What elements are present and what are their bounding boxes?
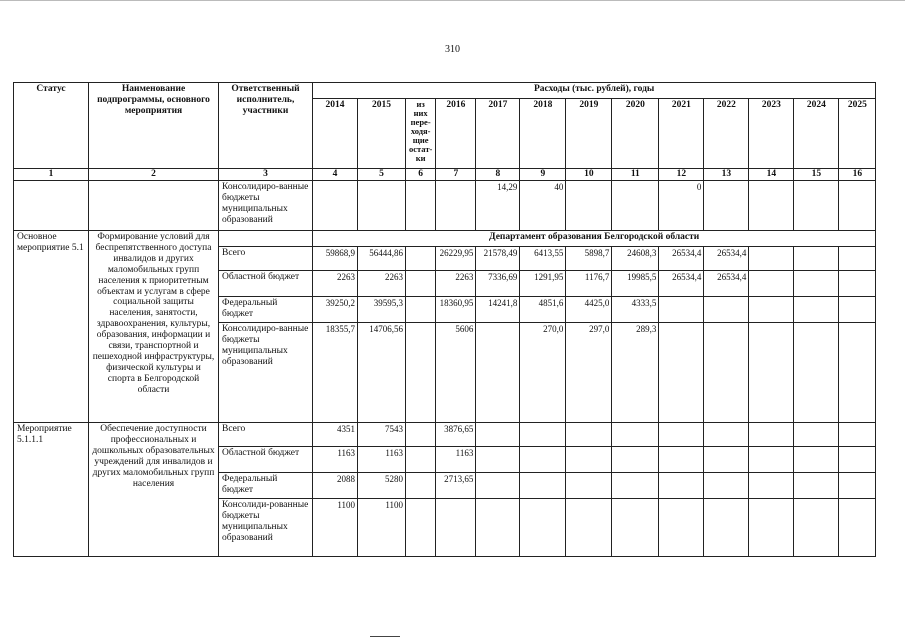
- column-index: 10: [566, 169, 612, 181]
- header-year: 2017: [476, 99, 520, 169]
- value-cell: 26229,95: [436, 246, 476, 270]
- column-index: 13: [704, 169, 749, 181]
- value-cell: [406, 296, 436, 322]
- value-cell: [749, 498, 794, 556]
- value-cell: [406, 270, 436, 296]
- value-cell: 0: [659, 180, 704, 230]
- value-cell: 1291,95: [520, 270, 566, 296]
- header-year: 2014: [313, 99, 358, 169]
- value-cell: [520, 472, 566, 498]
- value-cell: [406, 246, 436, 270]
- value-cell: [749, 472, 794, 498]
- value-cell: [794, 472, 839, 498]
- value-cell: [659, 446, 704, 472]
- value-cell: [749, 246, 794, 270]
- value-cell: 7336,69: [476, 270, 520, 296]
- value-cell: 2263: [313, 270, 358, 296]
- value-cell: [794, 498, 839, 556]
- page-number: 310: [445, 44, 460, 55]
- value-cell: 26534,4: [659, 246, 704, 270]
- value-cell: [406, 498, 436, 556]
- value-cell: [749, 446, 794, 472]
- value-cell: 39250,2: [313, 296, 358, 322]
- value-cell: [659, 422, 704, 446]
- row-label: Консолиди-рованные бюджеты муниципальных образований: [219, 498, 313, 556]
- table-row: [14, 180, 876, 230]
- value-cell: [659, 322, 704, 422]
- value-cell: 2088: [313, 472, 358, 498]
- block-name: Формирование условий для беспрепятственного доступа инвалидов и других маломобильных групп населения к приоритетным объектам и услугам в сфере социальной защиты населения, занятости, здравоохранения, культуры, образования, информации и связи, транспортной и пешеходной инфраструктуры, физической культуры и спорта в Белгородской области: [89, 230, 219, 422]
- header-name: Наименование подпрограммы, основного мероприятия: [89, 83, 219, 169]
- value-cell: 4351: [313, 422, 358, 446]
- value-cell: 2713,65: [436, 472, 476, 498]
- value-cell: [520, 422, 566, 446]
- value-cell: 2263: [358, 270, 406, 296]
- value-cell: 26534,4: [704, 270, 749, 296]
- value-cell: [839, 472, 876, 498]
- value-cell: [659, 498, 704, 556]
- column-index-row: [14, 169, 876, 181]
- column-index: 15: [794, 169, 839, 181]
- block-name: Обеспечение доступности профессиональных и дошкольных образовательных учреждений для инвалидов и других маломобильных групп населения: [89, 422, 219, 556]
- value-cell: [839, 246, 876, 270]
- value-cell: 18355,7: [313, 322, 358, 422]
- block-status: Мероприятие 5.1.1.1: [14, 422, 89, 556]
- value-cell: 1163: [358, 446, 406, 472]
- header-year: 2025: [839, 99, 876, 169]
- value-cell: [659, 296, 704, 322]
- value-cell: [794, 270, 839, 296]
- row-label: Федеральный бюджет: [219, 472, 313, 498]
- value-cell: [839, 422, 876, 446]
- header-year: 2020: [612, 99, 659, 169]
- column-index: 8: [476, 169, 520, 181]
- value-cell: 14706,56: [358, 322, 406, 422]
- value-cell: 14241,8: [476, 296, 520, 322]
- value-cell: [520, 498, 566, 556]
- value-cell: [612, 498, 659, 556]
- value-cell: [566, 422, 612, 446]
- column-index: 12: [659, 169, 704, 181]
- value-cell: [839, 296, 876, 322]
- value-cell: [406, 422, 436, 446]
- value-cell: [476, 446, 520, 472]
- value-cell: 19985,5: [612, 270, 659, 296]
- header-year: 2024: [794, 99, 839, 169]
- value-cell: 1163: [436, 446, 476, 472]
- value-cell: [476, 472, 520, 498]
- header-year: 2016: [436, 99, 476, 169]
- value-cell: [794, 422, 839, 446]
- value-cell: [794, 446, 839, 472]
- value-cell: [839, 446, 876, 472]
- header-year: 2023: [749, 99, 794, 169]
- value-cell: 21578,49: [476, 246, 520, 270]
- header-year: 2018: [520, 99, 566, 169]
- row-label: Областной бюджет: [219, 446, 313, 472]
- column-index: 7: [436, 169, 476, 181]
- value-cell: 14,29: [476, 180, 520, 230]
- value-cell: 4851,6: [520, 296, 566, 322]
- expenses-table: [13, 82, 876, 557]
- value-cell: [839, 498, 876, 556]
- value-cell: [476, 422, 520, 446]
- column-index: 5: [358, 169, 406, 181]
- column-index: 2: [89, 169, 219, 181]
- value-cell: 26534,4: [704, 246, 749, 270]
- value-cell: 40: [520, 180, 566, 230]
- department-row: [14, 230, 876, 246]
- column-index: 11: [612, 169, 659, 181]
- value-cell: [406, 472, 436, 498]
- value-cell: [794, 246, 839, 270]
- value-cell: [436, 180, 476, 230]
- value-cell: [566, 472, 612, 498]
- value-cell: [612, 446, 659, 472]
- value-cell: [566, 446, 612, 472]
- value-cell: [358, 180, 406, 230]
- value-cell: 1100: [313, 498, 358, 556]
- row-label: Консолидиро-ванные бюджеты муниципальных образований: [219, 180, 313, 230]
- value-cell: 59868,9: [313, 246, 358, 270]
- header-year: 2021: [659, 99, 704, 169]
- column-index: 3: [219, 169, 313, 181]
- value-cell: [406, 446, 436, 472]
- value-cell: [406, 180, 436, 230]
- value-cell: [436, 498, 476, 556]
- value-cell: 24608,3: [612, 246, 659, 270]
- value-cell: 297,0: [566, 322, 612, 422]
- value-cell: [794, 296, 839, 322]
- value-cell: 1100: [358, 498, 406, 556]
- scan-top-edge: [0, 0, 905, 1]
- value-cell: 26534,4: [659, 270, 704, 296]
- column-index: 16: [839, 169, 876, 181]
- row-label: Федеральный бюджет: [219, 296, 313, 322]
- value-cell: [839, 180, 876, 230]
- value-cell: [520, 446, 566, 472]
- value-cell: [794, 322, 839, 422]
- value-cell: 270,0: [520, 322, 566, 422]
- row-label: Консолидиро-ванные бюджеты муниципальных образований: [219, 322, 313, 422]
- value-cell: [749, 422, 794, 446]
- value-cell: 4333,5: [612, 296, 659, 322]
- header-year: 2015: [358, 99, 406, 169]
- value-cell: [704, 446, 749, 472]
- value-cell: [704, 322, 749, 422]
- value-cell: [566, 498, 612, 556]
- header-year: из них пере-ходя-щие остат-ки: [406, 99, 436, 169]
- value-cell: 1176,7: [566, 270, 612, 296]
- value-cell: [704, 180, 749, 230]
- value-cell: 18360,95: [436, 296, 476, 322]
- value-cell: [612, 180, 659, 230]
- value-cell: 7543: [358, 422, 406, 446]
- value-cell: [704, 422, 749, 446]
- value-cell: 4425,0: [566, 296, 612, 322]
- value-cell: [659, 472, 704, 498]
- row-label: Всего: [219, 422, 313, 446]
- row-label: Всего: [219, 246, 313, 270]
- column-index: 6: [406, 169, 436, 181]
- value-cell: [612, 422, 659, 446]
- department-label: Департамент образования Белгородской области: [313, 230, 876, 246]
- value-cell: 5606: [436, 322, 476, 422]
- value-cell: [749, 322, 794, 422]
- value-cell: [406, 322, 436, 422]
- value-cell: 39595,3: [358, 296, 406, 322]
- value-cell: 1163: [313, 446, 358, 472]
- header-responsible: Ответственный исполнитель, участники: [219, 83, 313, 169]
- value-cell: 5898,7: [566, 246, 612, 270]
- value-cell: 3876,65: [436, 422, 476, 446]
- value-cell: [704, 498, 749, 556]
- column-index: 14: [749, 169, 794, 181]
- row-label: Областной бюджет: [219, 270, 313, 296]
- header-status: Статус: [14, 83, 89, 169]
- value-cell: 6413,55: [520, 246, 566, 270]
- value-cell: 5280: [358, 472, 406, 498]
- value-cell: [749, 180, 794, 230]
- value-cell: [566, 180, 612, 230]
- value-cell: [476, 498, 520, 556]
- value-cell: [839, 322, 876, 422]
- value-cell: [476, 322, 520, 422]
- block-status: Основное мероприятие 5.1: [14, 230, 89, 422]
- value-cell: 2263: [436, 270, 476, 296]
- value-cell: [704, 296, 749, 322]
- header-year: 2019: [566, 99, 612, 169]
- column-index: 9: [520, 169, 566, 181]
- value-cell: 56444,86: [358, 246, 406, 270]
- header-year: 2022: [704, 99, 749, 169]
- column-index: 4: [313, 169, 358, 181]
- value-cell: [313, 180, 358, 230]
- value-cell: [749, 296, 794, 322]
- value-cell: [749, 270, 794, 296]
- header-expenses: Расходы (тыс. рублей), годы: [313, 83, 876, 99]
- value-cell: [704, 472, 749, 498]
- value-cell: 289,3: [612, 322, 659, 422]
- value-cell: [612, 472, 659, 498]
- value-cell: [839, 270, 876, 296]
- value-cell: [794, 180, 839, 230]
- scan-bottom-mark: [370, 636, 400, 637]
- column-index: 1: [14, 169, 89, 181]
- table-row: [14, 422, 876, 446]
